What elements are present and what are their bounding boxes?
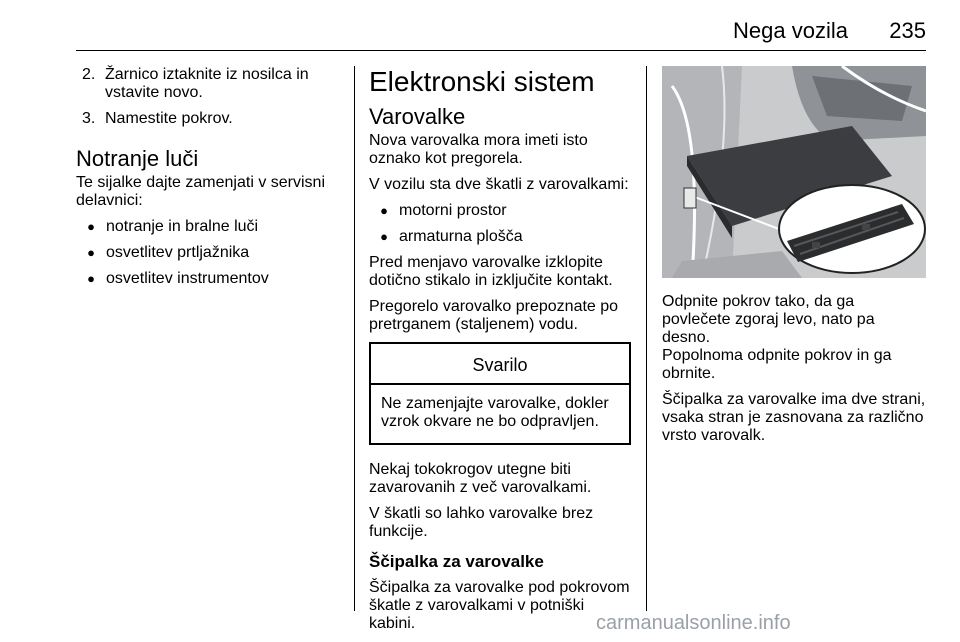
watermark: carmanualsonline.info (596, 612, 791, 634)
header-rule (76, 50, 926, 51)
list-item-text: osvetlitev prtljažnika (106, 244, 250, 261)
step-text: Namestite pokrov. (105, 110, 233, 127)
list-item-text: armaturna plošča (399, 228, 523, 245)
step-number: 3. (82, 110, 96, 127)
paragraph: Nekaj tokokrogov utegne biti zavarovanih z več varovalkami. (369, 461, 592, 496)
paragraph: V vozilu sta dve škatli z varovalkami: (369, 176, 629, 193)
bullet-icon: ● (87, 219, 95, 234)
bullet-icon: ● (87, 245, 95, 260)
paragraph: Nova varovalka mora imeti isto oznako kot pregorela. (369, 132, 588, 167)
column-divider-left (354, 66, 355, 611)
list-item (76, 218, 338, 236)
list-item (369, 202, 631, 220)
column-left (76, 66, 338, 296)
paragraph: Popolnoma odpnite pokrov in ga obrnite. (662, 347, 892, 382)
warning-text: Ne zamenjajte varovalke, dokler vzrok okvare ne bo odpravljen. (381, 395, 609, 430)
step-number: 2. (82, 66, 96, 83)
paragraph: V škatli so lahko varovalke brez funkcije. (369, 505, 594, 540)
chapter-title: Elektronski sistem (369, 66, 595, 97)
list-item-text: notranje in bralne luči (106, 218, 259, 235)
paragraph: Ščipalka za varovalke pod pokrovom škatle z varovalkami v potniški kabini. (369, 579, 630, 632)
paragraph: Odpnite pokrov tako, da ga povlečete zgoraj levo, nato pa desno. (662, 293, 875, 346)
bullet-icon: ● (380, 203, 388, 218)
page-number: 235 (889, 18, 926, 43)
column-right (662, 293, 926, 453)
column-middle (369, 66, 631, 641)
warning-title: Svarilo (371, 344, 629, 385)
list-item-text: motorni prostor (399, 202, 507, 219)
section-heading-interior-lights: Notranje luči (76, 146, 199, 171)
step-text: Žarnico iztaknite iz nosilca in vstavite novo. (105, 66, 309, 101)
step-item (76, 66, 338, 102)
paragraph: Pregorelo varovalko prepoznate po pretrganem (staljenem) vodu. (369, 298, 619, 333)
warning-box (369, 342, 631, 445)
section-heading-fuses: Varovalke (369, 104, 466, 129)
bullet-icon: ● (380, 229, 388, 244)
paragraph: Te sijalke dajte zamenjati v servisni delavnici: (76, 174, 325, 209)
paragraph: Ščipalka za varovalke ima dve strani, vsaka stran je zasnovana za različno vrsto varovalk. (662, 391, 926, 444)
running-title: Nega vozila (733, 18, 848, 43)
bullet-icon: ● (87, 271, 95, 286)
list-item (76, 244, 338, 262)
list-item (369, 228, 631, 246)
column-divider-right (646, 66, 647, 611)
list-item (76, 270, 338, 288)
paragraph: Pred menjavo varovalke izklopite dotično stikalo in izključite kontakt. (369, 254, 613, 289)
subheading-fuse-extractor: Ščipalka za varovalke (369, 552, 544, 571)
step-item (76, 110, 338, 128)
list-item-text: osvetlitev instrumentov (106, 270, 269, 287)
fuse-box-illustration (662, 66, 926, 278)
